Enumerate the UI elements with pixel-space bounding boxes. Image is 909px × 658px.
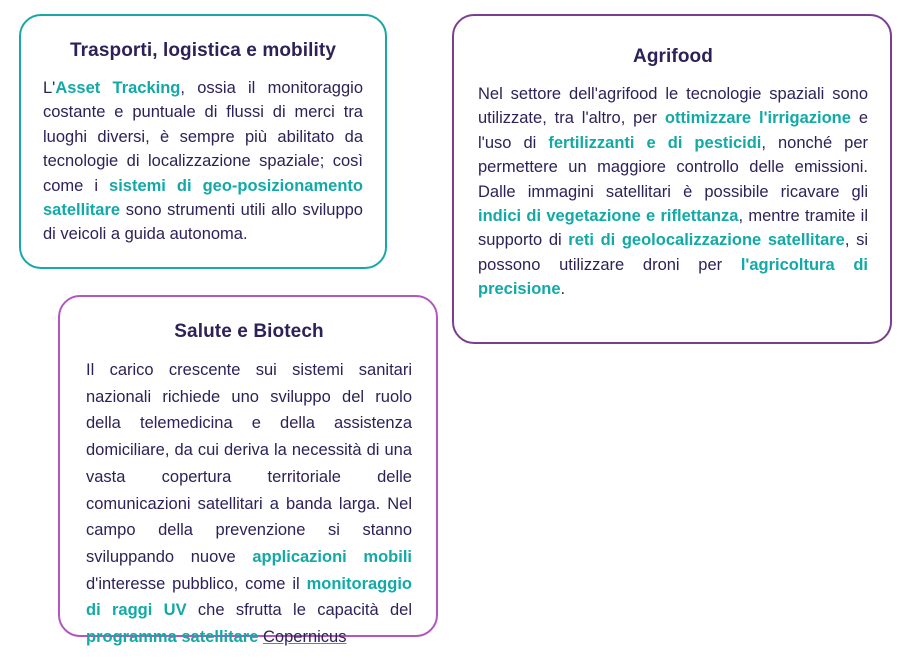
card-trasporti-logistica-mobility — [19, 14, 387, 269]
card-agrifood — [452, 14, 892, 344]
card-title-salute: Salute e Biotech — [174, 321, 324, 342]
card-title-trasporti: Trasporti, logistica e mobility — [70, 40, 336, 61]
card-salute-biotech — [58, 295, 438, 647]
card-title-agrifood: Agrifood — [633, 46, 713, 67]
card-body-trasporti: L'Asset Tracking, ossia il monitoraggio costante e puntuale di flussi di merci tra luoghi diversi, è sempre più abilitato da tecnologie di localizzazione spaziale; così come i sistemi di geo-posizionamento satellitare sono strumenti utili allo sviluppo di veicoli a guida autonoma. — [43, 79, 363, 244]
card-body-salute: Il carico crescente sui sistemi sanitari nazionali richiede uno sviluppo del ruolo della telemedicina e della assistenza domiciliare, da cui deriva la necessità di una vasta copertura territoriale delle comunicazioni satellitari a banda larga. Nel campo della prevenzione si stanno sviluppando nuove applicazioni mobili d'interesse pubblico, come il monitoraggio di raggi UV che sfrutta le capacità del programma satellitare Copernicus — [86, 361, 413, 647]
card-body-agrifood: Nel settore dell'agrifood le tecnologie spaziali sono utilizzate, tra l'altro, per ottimizzare l'irrigazione e l'uso di fertilizzanti e di pesticidi, nonché per permettere un maggiore controllo delle emissioni. Dalle immagini satellitari è possibile ricavare gli indici di vegetazione e riflettanza, mentre tramite il supporto di reti di geolocalizzazione satellitare, si possono utilizzare droni per l'agricoltura di precisione. — [478, 85, 869, 299]
